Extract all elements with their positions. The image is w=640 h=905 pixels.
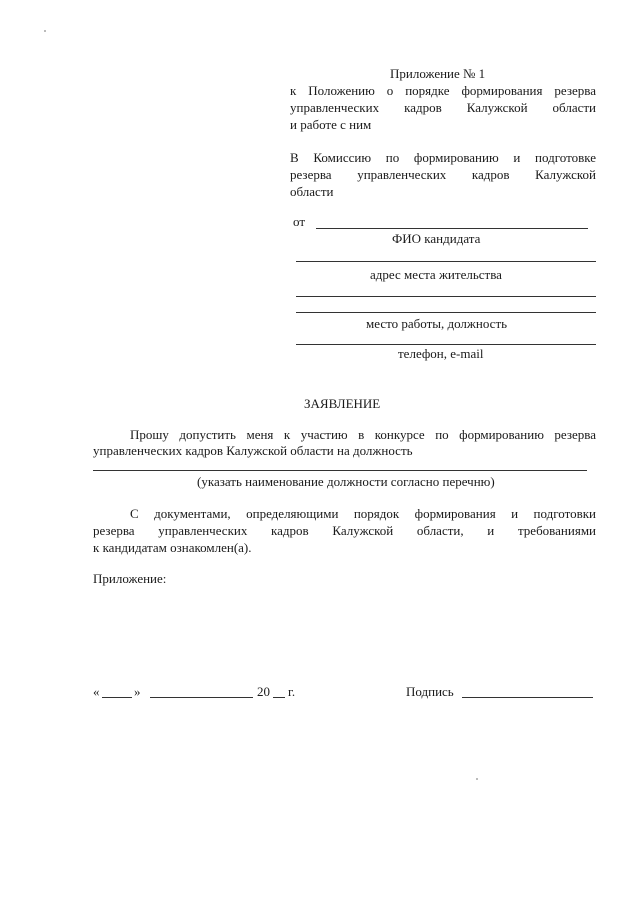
- from-prefix: от: [293, 214, 306, 229]
- year-line[interactable]: [273, 697, 285, 698]
- addressee-line-1: В Комиссию по формированию и подготовке: [290, 150, 596, 165]
- address-line-2[interactable]: [296, 296, 596, 297]
- address-caption: адрес места жительства: [370, 267, 502, 282]
- position-hint: (указать наименование должности согласно перечню): [197, 474, 495, 489]
- year-prefix: 20: [257, 684, 270, 699]
- position-line[interactable]: [93, 470, 587, 471]
- month-line[interactable]: [150, 697, 253, 698]
- document-heading: ЗАЯВЛЕНИЕ: [304, 396, 381, 411]
- appendix-title: Приложение № 1: [390, 66, 486, 81]
- ack-line-1: С документами, определяющими порядок формирования и подготовки: [130, 506, 596, 521]
- day-quote-close: »: [134, 684, 141, 699]
- ack-line-3: к кандидатам ознакомлен(а).: [93, 540, 252, 555]
- work-line[interactable]: [296, 312, 596, 313]
- appendix-line-2: управленческих кадров Калужской области: [290, 100, 596, 115]
- year-suffix: г.: [288, 684, 296, 699]
- signature-label: Подпись: [406, 684, 454, 699]
- addressee-line-2: резерва управленческих кадров Калужской: [290, 167, 596, 182]
- day-quote-open: «: [93, 684, 100, 699]
- request-line-2: управленческих кадров Калужской области на должность: [93, 443, 413, 458]
- signature-line[interactable]: [462, 697, 593, 698]
- work-caption: место работы, должность: [366, 316, 508, 331]
- appendix-line-3: и работе с ним: [290, 117, 372, 132]
- scan-speck: [476, 778, 478, 780]
- request-line-1: Прошу допустить меня к участию в конкурсе по формированию резерва: [130, 427, 596, 442]
- fio-caption: ФИО кандидата: [392, 231, 481, 246]
- appendix-line-1: к Положению о порядке формирования резерва: [290, 83, 596, 98]
- addressee-line-3: области: [290, 184, 334, 199]
- address-line[interactable]: [296, 261, 596, 262]
- ack-line-2: резерва управленческих кадров Калужской области, и требованиями: [93, 523, 596, 538]
- day-line[interactable]: [102, 697, 132, 698]
- contacts-caption: телефон, e-mail: [398, 346, 484, 361]
- contacts-line[interactable]: [296, 344, 596, 345]
- attachments-label: Приложение:: [93, 571, 167, 586]
- scan-speck: [44, 30, 46, 32]
- fio-line[interactable]: [316, 228, 588, 229]
